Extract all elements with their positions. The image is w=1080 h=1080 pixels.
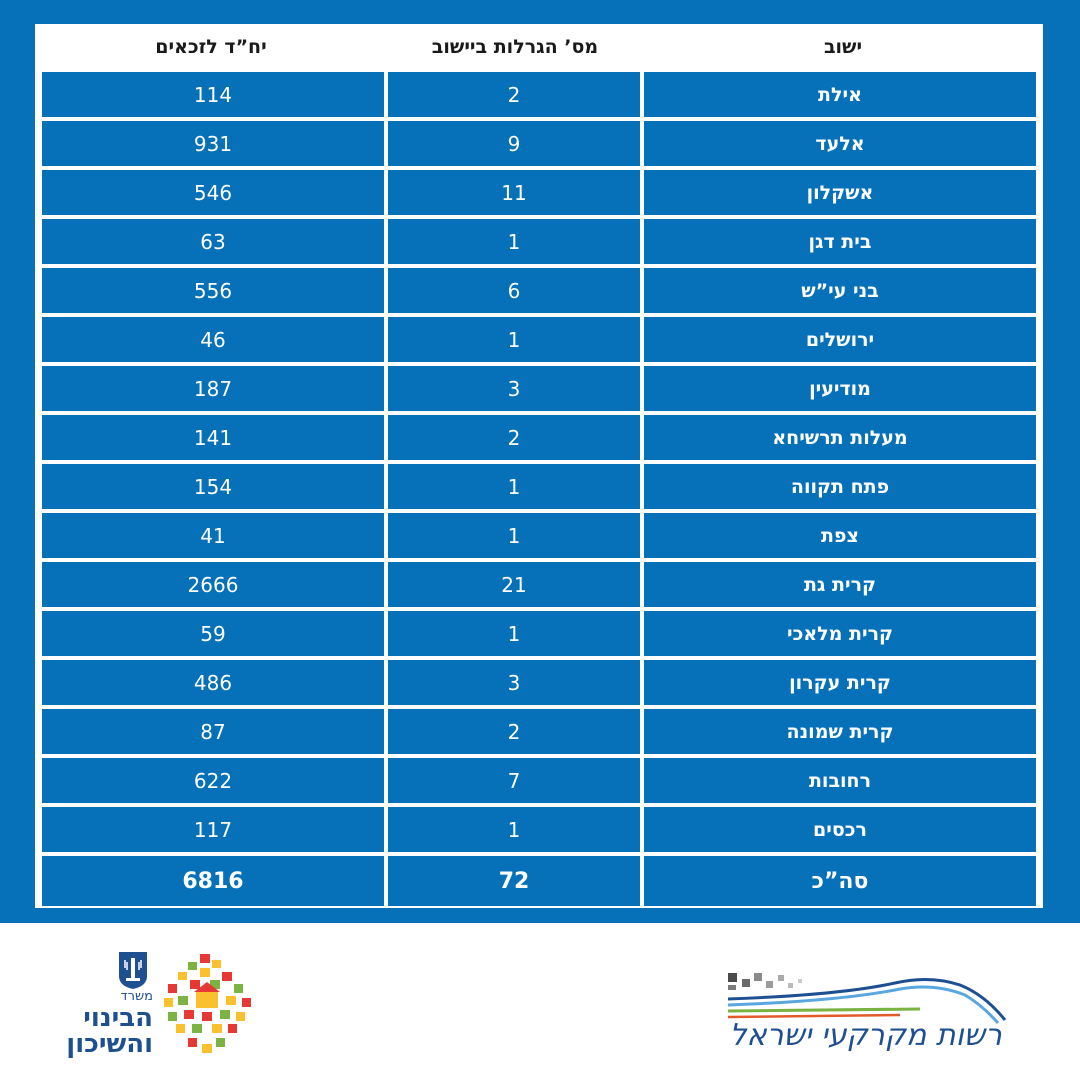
winning-units-cell: 87 bbox=[40, 707, 386, 756]
table-row bbox=[40, 658, 1038, 707]
state-emblem-icon bbox=[116, 950, 150, 990]
lotteries-count-cell: 1 bbox=[386, 805, 642, 854]
table-row bbox=[40, 462, 1038, 511]
lotteries-count-cell: 9 bbox=[386, 119, 642, 168]
table-row bbox=[40, 560, 1038, 609]
ministry-of-housing-name bbox=[45, 990, 153, 1057]
winning-units-cell: 187 bbox=[40, 364, 386, 413]
settlement-cell: רחובות bbox=[642, 756, 1038, 805]
settlement-cell: פתח תקווה bbox=[642, 462, 1038, 511]
table-row bbox=[40, 266, 1038, 315]
table-header-row bbox=[35, 24, 1043, 70]
table-row bbox=[40, 119, 1038, 168]
lotteries-count-cell: 1 bbox=[386, 609, 642, 658]
table-row bbox=[40, 364, 1038, 413]
table-row bbox=[40, 511, 1038, 560]
settlement-cell: אשקלון bbox=[642, 168, 1038, 217]
winning-units-cell: 622 bbox=[40, 756, 386, 805]
winning-units-cell: 41 bbox=[40, 511, 386, 560]
lotteries-count-cell: 2 bbox=[386, 707, 642, 756]
lotteries-count-cell: 1 bbox=[386, 315, 642, 364]
settlement-cell: אלעד bbox=[642, 119, 1038, 168]
settlement-cell: קרית מלאכי bbox=[642, 609, 1038, 658]
lotteries-count-cell: 6 bbox=[386, 266, 642, 315]
winning-units-cell: 59 bbox=[40, 609, 386, 658]
settlement-cell: קרית גת bbox=[642, 560, 1038, 609]
header-winning-units: יח”ד לזכאים bbox=[155, 36, 267, 58]
settlement-cell: צפת bbox=[642, 511, 1038, 560]
winning-units-cell: 546 bbox=[40, 168, 386, 217]
table-row bbox=[40, 168, 1038, 217]
houses-flower-icon bbox=[160, 950, 256, 1056]
settlement-cell: קרית שמונה bbox=[642, 707, 1038, 756]
winning-units-cell: 117 bbox=[40, 805, 386, 854]
settlement-cell: מעלות תרשיחא bbox=[642, 413, 1038, 462]
winning-units-cell: 114 bbox=[40, 70, 386, 119]
lottery-results-table bbox=[35, 24, 1043, 908]
table-row bbox=[40, 315, 1038, 364]
winning-units-cell: 486 bbox=[40, 658, 386, 707]
settlement-cell: בית דגן bbox=[642, 217, 1038, 266]
settlement-cell: סה”כ bbox=[642, 854, 1038, 908]
winning-units-cell: 63 bbox=[40, 217, 386, 266]
settlement-cell: ירושלים bbox=[642, 315, 1038, 364]
table-body bbox=[40, 70, 1038, 908]
ministry-name-line-1: הבינוי bbox=[83, 1003, 153, 1033]
table-total-row bbox=[40, 854, 1038, 908]
lotteries-count-cell: 2 bbox=[386, 70, 642, 119]
lotteries-count-cell: 3 bbox=[386, 364, 642, 413]
settlement-cell: אילת bbox=[642, 70, 1038, 119]
settlement-cell: רכסים bbox=[642, 805, 1038, 854]
lotteries-count-cell: 21 bbox=[386, 560, 642, 609]
winning-units-cell: 154 bbox=[40, 462, 386, 511]
winning-units-cell: 141 bbox=[40, 413, 386, 462]
lotteries-count-cell: 1 bbox=[386, 462, 642, 511]
israel-land-authority-name: רשות מקרקעי ישראל bbox=[729, 1018, 1002, 1053]
pixel-squares-icon bbox=[728, 973, 802, 990]
table-row bbox=[40, 413, 1038, 462]
winning-units-cell: 46 bbox=[40, 315, 386, 364]
header-settlement: ישוב bbox=[823, 36, 863, 58]
table-row bbox=[40, 707, 1038, 756]
lotteries-count-cell: 11 bbox=[386, 168, 642, 217]
table-row bbox=[40, 756, 1038, 805]
lotteries-count-cell: 1 bbox=[386, 511, 642, 560]
lotteries-count-cell: 2 bbox=[386, 413, 642, 462]
settlement-cell: בני עי”ש bbox=[642, 266, 1038, 315]
table-row bbox=[40, 70, 1038, 119]
header-lotteries-count: מס’ הגרלות ביישוב bbox=[431, 36, 599, 58]
lotteries-count-cell: 72 bbox=[386, 854, 642, 908]
lotteries-count-cell: 7 bbox=[386, 756, 642, 805]
settlement-cell: קרית עקרון bbox=[642, 658, 1038, 707]
settlement-cell: מודיעין bbox=[642, 364, 1038, 413]
winning-units-cell: 556 bbox=[40, 266, 386, 315]
winning-units-cell: 2666 bbox=[40, 560, 386, 609]
table-row bbox=[40, 217, 1038, 266]
winning-units-cell: 6816 bbox=[40, 854, 386, 908]
ministry-name-line-2: והשיכון bbox=[66, 1029, 153, 1059]
table-row bbox=[40, 609, 1038, 658]
lotteries-count-cell: 3 bbox=[386, 658, 642, 707]
table-row bbox=[40, 805, 1038, 854]
winning-units-cell: 931 bbox=[40, 119, 386, 168]
lotteries-count-cell: 1 bbox=[386, 217, 642, 266]
ministry-label: משרד bbox=[120, 989, 153, 1004]
